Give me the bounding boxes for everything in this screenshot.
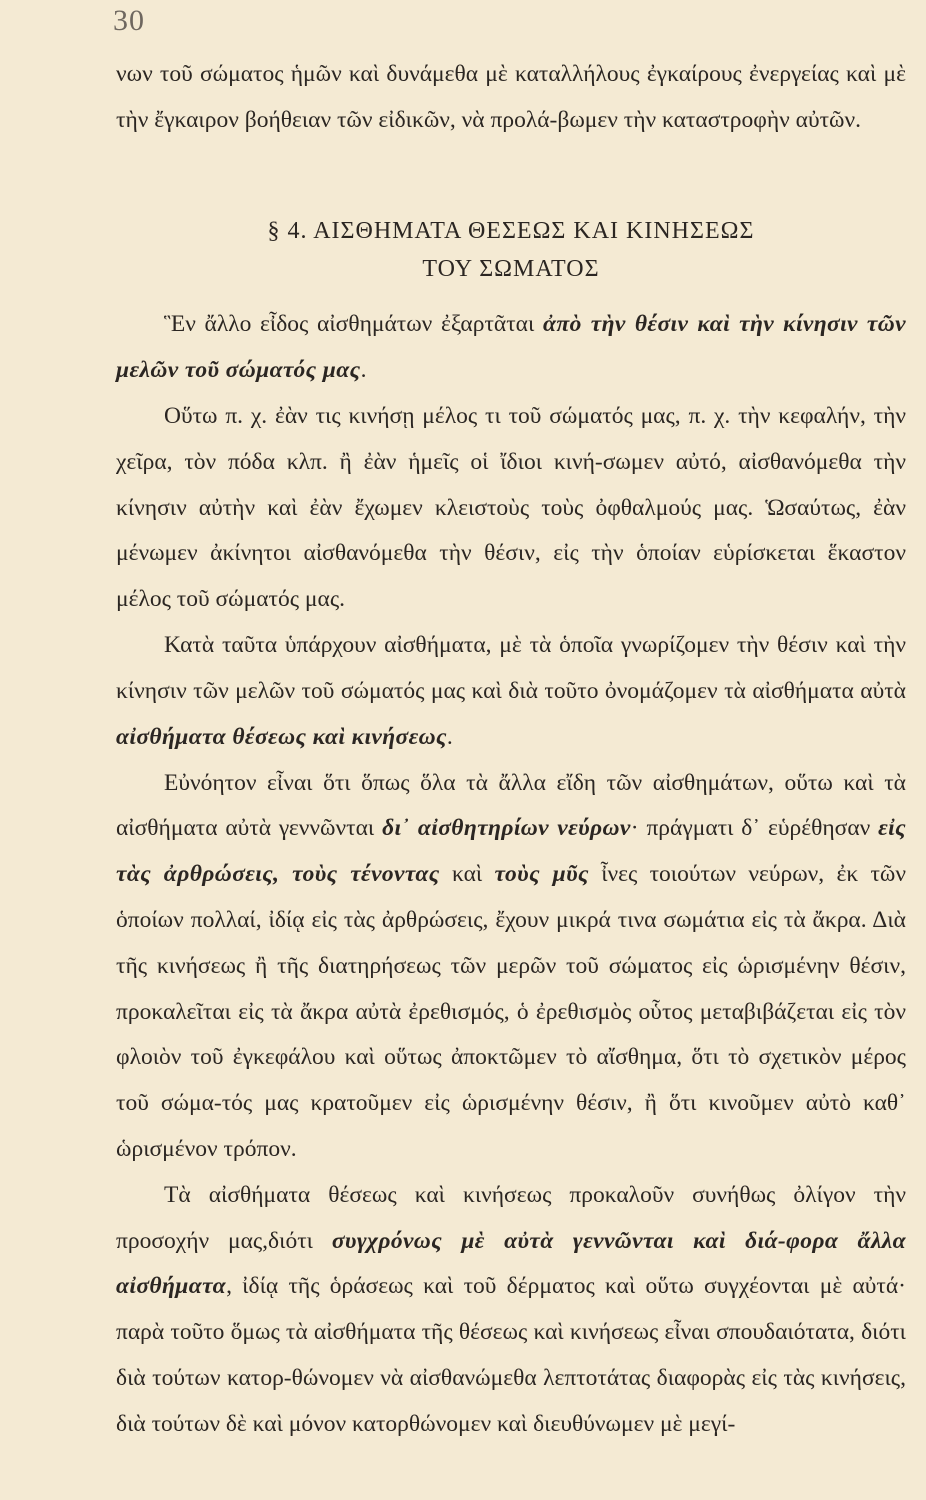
- paragraph-4-emphasis-a: δι᾽ αἰσθητηρίων νεύρων: [382, 815, 631, 842]
- paragraph-1-end: .: [360, 357, 367, 384]
- paragraph-1: [116, 302, 906, 394]
- paragraph-1-text: Ἓν ἄλλο εἶδος αἰσθημάτων ἐξαρτᾶται: [164, 311, 543, 338]
- section-heading-line-1: § 4. ΑΙΣΘΗΜΑΤΑ ΘΕΣΕΩΣ ΚΑΙ ΚΙΝΗΣΕΩΣ: [267, 217, 755, 244]
- paragraph-5-text-a: Τὰ αἰσθήματα θέσεως καὶ κινήσεως προκαλοῦν συνήθως ὀλίγον τὴν προσοχήν μας,διότι: [116, 1181, 906, 1254]
- paragraph-4-text-a: Εὐνόητον εἶναι ὅτι ὅπως ὅλα τὰ ἄλλα εἴδη τῶν αἰσθημάτων, οὕτω καὶ τὰ αἰσθήματα αὐτὰ γεννῶνται: [116, 769, 906, 842]
- paragraph-1-emphasis: ἀπὸ τὴν θέσιν καὶ τὴν κίνησιν τῶν μελῶν τοῦ σώματός μας: [116, 311, 906, 384]
- paragraph-3-end: .: [446, 723, 453, 750]
- paragraph-3-emphasis: αἰσθήματα θέσεως καὶ κινήσεως: [116, 723, 447, 750]
- paragraph-4-text-d: ἶνες τοιούτων νεύρων, ἐκ τῶν ὁποίων πολλαί, ἰδίᾳ εἰς τὰς ἀρθρώσεις, ἔχουν μικρά τινα σωμάτια εἰς τὰ ἄκρα. Διὰ τῆς κινήσεως ἢ τῆς διατηρήσεως τῶν μερῶν τοῦ σώματος εἰς ὡρισμένην θέσιν, προκαλεῖται εἰς τὰ ἄκρα αὐτὰ ἐρεθισμός, ὁ ἐρεθισμὸς οὗτος μεταβιβάζεται εἰς τὸν φλοιὸν τοῦ ἐγκεφάλου καὶ οὕτως ἀποκτῶμεν τὸ αἴσθημα, ὅτι τὸ σχετικὸν μέρος τοῦ σώμα-τός μας κρατοῦμεν εἰς ὡρισμένην θέσιν, ἢ ὅτι κινοῦμεν αὐτὸ καθ᾽ ὡρισμένον τρόπον.: [116, 861, 906, 1163]
- paragraph-2: Οὕτω π. χ. ἐὰν τις κινήσῃ μέλος τι τοῦ σώματός μας, π. χ. τὴν κεφαλήν, τὴν χεῖρα, τὸν πόδα κλπ. ἢ ἐὰν ἡμεῖς οἱ ἴδιοι κινή-σωμεν αὐτό, αἰσθανόμεθα τὴν κίνησιν αὐτὴν καὶ ἐὰν ἔχωμεν κλειστοὺς τοὺς ὀφθαλμούς μας. Ὡσαύτως, ἐὰν μένωμεν ἀκίνητοι αἰσθανόμεθα τὴν θέσιν, εἰς τὴν ὁποίαν εὑρίσκεται ἕκαστον μέλος τοῦ σώματός μας.: [116, 403, 906, 613]
- paragraph-3: [116, 623, 906, 760]
- paragraph-4-text-b: · πράγματι δ᾽ εὑρέθησαν: [630, 815, 879, 842]
- paragraph-5: [116, 1173, 906, 1448]
- section-heading-line-2: ΤΟΥ ΣΩΜΑΤΟΣ: [422, 256, 600, 283]
- intro-paragraph: νων τοῦ σώματος ἡμῶν καὶ δυνάμεθα μὲ καταλλήλους ἐγκαίρους ἐνεργείας καὶ μὲ τὴν ἔγκαιρον βοήθειαν τῶν εἰδικῶν, νὰ προλά-βωμεν τὴν καταστροφὴν αὐτῶν.: [116, 61, 906, 133]
- section-heading: [116, 212, 906, 289]
- page-number: 30: [113, 4, 145, 37]
- page-body: [116, 52, 906, 1448]
- paragraph-5-emphasis: συγχρόνως μὲ αὐτὰ γεννῶνται καὶ διά-φορα ἄλλα αἰσθήματα: [116, 1227, 907, 1300]
- paragraph-4-emphasis-b: εἰς τὰς ἀρθρώσεις, τοὺς τένοντας: [116, 815, 906, 888]
- paragraph-3-text: Κατὰ ταῦτα ὑπάρχουν αἰσθήματα, μὲ τὰ ὁποῖα γνωρίζομεν τὴν θέσιν καὶ τὴν κίνησιν τῶν μελῶν τοῦ σώματός μας καὶ διὰ τοῦτο ὀνομάζομεν τὰ αἰσθήματα αὐτὰ: [116, 632, 906, 704]
- paragraph-4-text-c: καὶ: [439, 861, 495, 888]
- paragraph-4-emphasis-c: τοὺς μῦς: [494, 861, 589, 888]
- paragraph-5-text-b: , ἰδίᾳ τῆς ὁράσεως καὶ τοῦ δέρματος καὶ οὕτω συγχέονται μὲ αὐτά· παρὰ τοῦτο ὅμως τὰ αἰσθήματα τῆς θέσεως καὶ κινήσεως εἶναι σπουδαιότατα, διότι διὰ τούτων κατορ-θώνομεν νὰ αἰσθανώμεθα λεπτοτάτας διαφορὰς εἰς τὰς κινήσεις, διὰ τούτων δὲ καὶ μόνον κατορθώνομεν καὶ διευθύνωμεν μὲ μεγί-: [116, 1273, 906, 1437]
- paragraph-4: [116, 761, 906, 1173]
